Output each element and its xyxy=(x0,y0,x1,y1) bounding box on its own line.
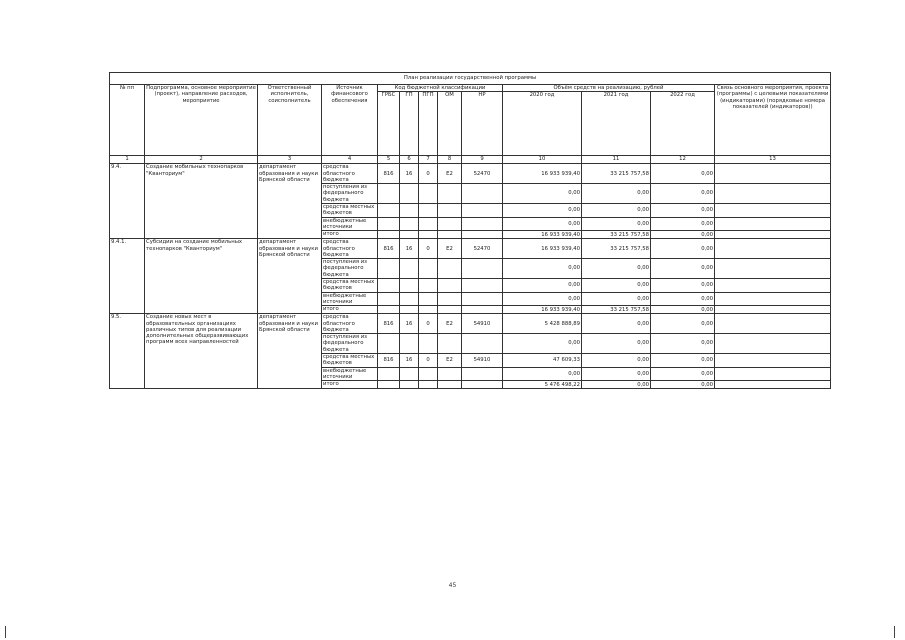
link-cell xyxy=(715,292,831,306)
pgp-cell: 0 xyxy=(419,239,438,259)
y2022-cell: 0,00 xyxy=(651,334,715,354)
y2022-cell: 0,00 xyxy=(651,279,715,293)
y2022-cell: 0,00 xyxy=(651,354,715,368)
grbs-cell xyxy=(378,279,400,293)
header-om: ОМ xyxy=(438,92,462,156)
om-cell xyxy=(438,184,462,204)
page-number: 45 xyxy=(448,582,457,589)
grbs-cell xyxy=(378,204,400,218)
pgp-cell: 0 xyxy=(419,354,438,368)
nr-cell: 54910 xyxy=(462,354,503,368)
y2021-cell: 33 215 757,58 xyxy=(582,239,651,259)
scan-edge-mark xyxy=(5,626,6,638)
column-number: 13 xyxy=(715,156,831,164)
grbs-cell: 816 xyxy=(378,239,400,259)
pgp-cell xyxy=(419,292,438,306)
column-number: 5 xyxy=(378,156,400,164)
column-number: 6 xyxy=(400,156,419,164)
y2022-cell: 0,00 xyxy=(651,217,715,231)
link-cell xyxy=(715,231,831,239)
link-cell xyxy=(715,334,831,354)
link-cell xyxy=(715,259,831,279)
om-cell: Е2 xyxy=(438,314,462,334)
column-number: 12 xyxy=(651,156,715,164)
column-number: 8 xyxy=(438,156,462,164)
section-name: Создание новых мест в образовательных организациях различных типов для реализации дополнительных общеразвивающих программ всех направленностей xyxy=(145,314,258,389)
source-cell: средства местных бюджетов xyxy=(322,279,378,293)
header-gp: ГП xyxy=(400,92,419,156)
nr-cell xyxy=(462,306,503,314)
y2021-cell: 0,00 xyxy=(582,381,651,389)
y2021-cell: 33 215 757,58 xyxy=(582,231,651,239)
nr-cell: 54910 xyxy=(462,314,503,334)
y2022-cell: 0,00 xyxy=(651,367,715,381)
column-number: 7 xyxy=(419,156,438,164)
grbs-cell xyxy=(378,259,400,279)
nr-cell: 52470 xyxy=(462,164,503,184)
header-year-2022: 2022 год xyxy=(651,92,715,156)
y2021-cell: 0,00 xyxy=(582,292,651,306)
y2022-cell: 0,00 xyxy=(651,204,715,218)
section-num: 9.4.1. xyxy=(110,239,145,314)
source-cell: внебюджетные источники xyxy=(322,367,378,381)
om-cell xyxy=(438,259,462,279)
header-year-2021: 2021 год xyxy=(582,92,651,156)
om-cell xyxy=(438,279,462,293)
link-cell xyxy=(715,204,831,218)
pgp-cell xyxy=(419,381,438,389)
header-pgp: ПГП xyxy=(419,92,438,156)
pgp-cell xyxy=(419,259,438,279)
header-year-2020: 2020 год xyxy=(503,92,582,156)
link-cell xyxy=(715,239,831,259)
y2022-cell: 0,00 xyxy=(651,231,715,239)
source-cell: поступления из федерального бюджета xyxy=(322,184,378,204)
header-volume: Объём средств на реализацию, рублей xyxy=(503,85,715,92)
grbs-cell xyxy=(378,334,400,354)
pgp-cell xyxy=(419,279,438,293)
column-numbers-row xyxy=(110,156,831,164)
nr-cell xyxy=(462,292,503,306)
grbs-cell: 816 xyxy=(378,314,400,334)
source-cell: средства областного бюджета xyxy=(322,164,378,184)
y2020-cell: 0,00 xyxy=(503,279,582,293)
header-link: Связь основного мероприятия, проекта (программы) с целевыми показателями (индикаторами) (порядковые номера показателей (индикаторов)) xyxy=(715,85,831,156)
nr-cell xyxy=(462,334,503,354)
y2020-cell: 16 933 939,40 xyxy=(503,164,582,184)
gp-cell xyxy=(400,381,419,389)
gp-cell xyxy=(400,231,419,239)
om-cell xyxy=(438,381,462,389)
link-cell xyxy=(715,354,831,368)
y2020-cell: 0,00 xyxy=(503,204,582,218)
grbs-cell xyxy=(378,217,400,231)
gp-cell: 16 xyxy=(400,239,419,259)
y2020-cell: 0,00 xyxy=(503,367,582,381)
grbs-cell xyxy=(378,381,400,389)
column-number: 10 xyxy=(503,156,582,164)
section-exec: департамент образования и науки Брянской области xyxy=(258,164,322,239)
y2022-cell: 0,00 xyxy=(651,381,715,389)
y2021-cell: 0,00 xyxy=(582,217,651,231)
y2022-cell: 0,00 xyxy=(651,239,715,259)
gp-cell xyxy=(400,306,419,314)
om-cell xyxy=(438,204,462,218)
pgp-cell xyxy=(419,231,438,239)
pgp-cell xyxy=(419,306,438,314)
gp-cell xyxy=(400,334,419,354)
source-cell: средства местных бюджетов xyxy=(322,354,378,368)
section-num: 9.4. xyxy=(110,164,145,239)
section-name: Создание мобильных технопарков "Кванториум" xyxy=(145,164,258,239)
link-cell xyxy=(715,217,831,231)
link-cell xyxy=(715,279,831,293)
pgp-cell xyxy=(419,184,438,204)
grbs-cell xyxy=(378,292,400,306)
y2022-cell: 0,00 xyxy=(651,184,715,204)
link-cell xyxy=(715,314,831,334)
nr-cell xyxy=(462,204,503,218)
gp-cell xyxy=(400,279,419,293)
om-cell: Е2 xyxy=(438,354,462,368)
y2020-cell: 16 933 939,40 xyxy=(503,239,582,259)
header-source: Источник финансового обеспечения xyxy=(322,85,378,156)
y2021-cell: 33 215 757,58 xyxy=(582,306,651,314)
source-cell: средства областного бюджета xyxy=(322,239,378,259)
om-cell xyxy=(438,231,462,239)
y2020-cell: 0,00 xyxy=(503,334,582,354)
y2020-cell: 16 933 939,40 xyxy=(503,231,582,239)
plan-table-sheet xyxy=(109,72,830,389)
gp-cell xyxy=(400,292,419,306)
gp-cell xyxy=(400,204,419,218)
table-row xyxy=(110,314,831,334)
y2021-cell: 0,00 xyxy=(582,314,651,334)
gp-cell xyxy=(400,217,419,231)
gp-cell: 16 xyxy=(400,314,419,334)
scan-edge-mark xyxy=(894,626,895,638)
gp-cell xyxy=(400,367,419,381)
table-row xyxy=(110,239,831,259)
plan-table xyxy=(109,72,831,389)
nr-cell xyxy=(462,279,503,293)
column-number: 4 xyxy=(322,156,378,164)
y2020-cell: 0,00 xyxy=(503,184,582,204)
nr-cell: 52470 xyxy=(462,239,503,259)
y2020-cell: 5 428 888,89 xyxy=(503,314,582,334)
grbs-cell: 816 xyxy=(378,164,400,184)
section-name: Субсидии на создание мобильных технопарков "Кванториум" xyxy=(145,239,258,314)
y2021-cell: 0,00 xyxy=(582,367,651,381)
link-cell xyxy=(715,381,831,389)
source-cell: средства местных бюджетов xyxy=(322,204,378,218)
section-exec: департамент образования и науки Брянской области xyxy=(258,314,322,389)
source-cell: итого xyxy=(322,306,378,314)
source-cell: внебюджетные источники xyxy=(322,292,378,306)
grbs-cell xyxy=(378,231,400,239)
column-number: 9 xyxy=(462,156,503,164)
grbs-cell xyxy=(378,306,400,314)
column-number: 2 xyxy=(145,156,258,164)
om-cell xyxy=(438,292,462,306)
table-title: План реализации государственной программы xyxy=(110,73,831,85)
source-cell: итого xyxy=(322,381,378,389)
gp-cell xyxy=(400,184,419,204)
nr-cell xyxy=(462,259,503,279)
source-cell: внебюджетные источники xyxy=(322,217,378,231)
y2021-cell: 0,00 xyxy=(582,354,651,368)
pgp-cell xyxy=(419,367,438,381)
nr-cell xyxy=(462,367,503,381)
grbs-cell: 816 xyxy=(378,354,400,368)
om-cell xyxy=(438,217,462,231)
pgp-cell xyxy=(419,217,438,231)
om-cell xyxy=(438,306,462,314)
source-cell: итого xyxy=(322,231,378,239)
link-cell xyxy=(715,164,831,184)
source-cell: средства областного бюджета xyxy=(322,314,378,334)
grbs-cell xyxy=(378,184,400,204)
y2021-cell: 0,00 xyxy=(582,279,651,293)
column-number: 1 xyxy=(110,156,145,164)
y2022-cell: 0,00 xyxy=(651,259,715,279)
y2020-cell: 5 476 498,22 xyxy=(503,381,582,389)
y2022-cell: 0,00 xyxy=(651,306,715,314)
section-exec: департамент образования и науки Брянской области xyxy=(258,239,322,314)
y2021-cell: 0,00 xyxy=(582,334,651,354)
y2020-cell: 0,00 xyxy=(503,259,582,279)
y2022-cell: 0,00 xyxy=(651,314,715,334)
nr-cell xyxy=(462,381,503,389)
gp-cell xyxy=(400,259,419,279)
pgp-cell: 0 xyxy=(419,164,438,184)
y2020-cell: 0,00 xyxy=(503,217,582,231)
link-cell xyxy=(715,184,831,204)
header-num: № пп xyxy=(110,85,145,156)
om-cell xyxy=(438,367,462,381)
y2021-cell: 33 215 757,58 xyxy=(582,164,651,184)
om-cell: Е2 xyxy=(438,164,462,184)
y2022-cell: 0,00 xyxy=(651,164,715,184)
table-row xyxy=(110,164,831,184)
source-cell: поступления из федерального бюджета xyxy=(322,259,378,279)
pgp-cell xyxy=(419,204,438,218)
grbs-cell xyxy=(378,367,400,381)
y2020-cell: 0,00 xyxy=(503,292,582,306)
gp-cell: 16 xyxy=(400,354,419,368)
y2022-cell: 0,00 xyxy=(651,292,715,306)
header-name: Подпрограмма, основное мероприятие (проект), направление расходов, мероприятие xyxy=(145,85,258,156)
y2020-cell: 47 609,33 xyxy=(503,354,582,368)
link-cell xyxy=(715,306,831,314)
source-cell: поступления из федерального бюджета xyxy=(322,334,378,354)
om-cell: Е2 xyxy=(438,239,462,259)
header-nr: НР xyxy=(462,92,503,156)
column-number: 11 xyxy=(582,156,651,164)
pgp-cell xyxy=(419,334,438,354)
y2020-cell: 16 933 939,40 xyxy=(503,306,582,314)
header-grbs: ГРБС xyxy=(378,92,400,156)
nr-cell xyxy=(462,231,503,239)
column-number: 3 xyxy=(258,156,322,164)
nr-cell xyxy=(462,184,503,204)
nr-cell xyxy=(462,217,503,231)
gp-cell: 16 xyxy=(400,164,419,184)
header-executor: Ответственный исполнитель, соисполнитель xyxy=(258,85,322,156)
y2021-cell: 0,00 xyxy=(582,184,651,204)
link-cell xyxy=(715,367,831,381)
y2021-cell: 0,00 xyxy=(582,204,651,218)
pgp-cell: 0 xyxy=(419,314,438,334)
y2021-cell: 0,00 xyxy=(582,259,651,279)
om-cell xyxy=(438,334,462,354)
section-num: 9.5. xyxy=(110,314,145,389)
header-kbk: Код бюджетной классификации xyxy=(378,85,503,92)
